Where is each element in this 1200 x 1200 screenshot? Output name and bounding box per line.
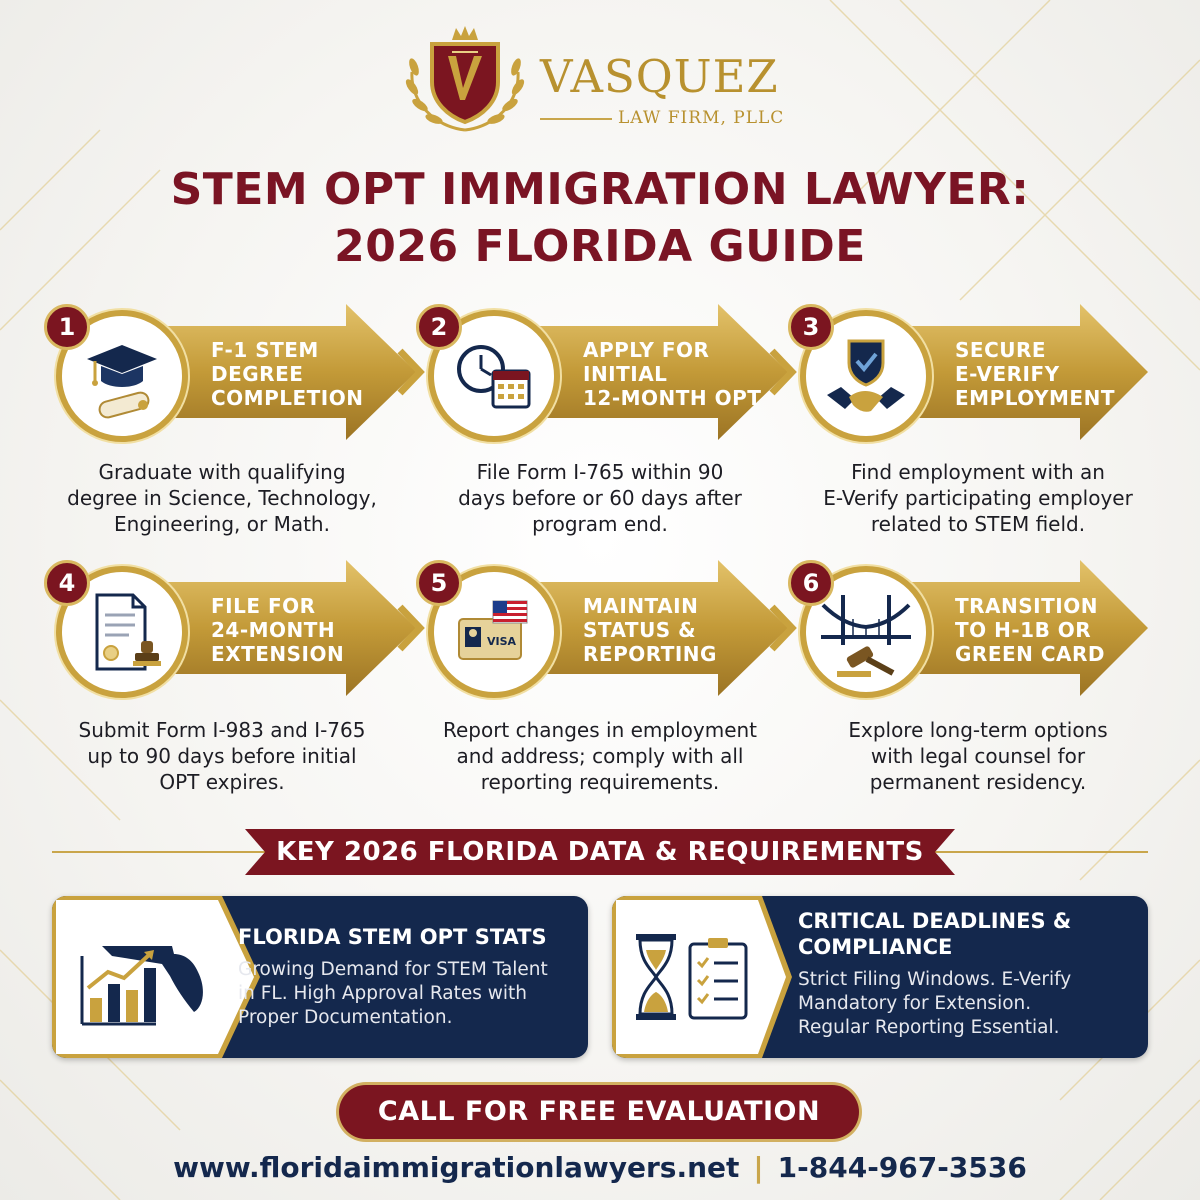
chevron-right-icon: [396, 347, 426, 397]
step-number-badge: 2: [416, 304, 462, 350]
card-title: CRITICAL DEADLINES & COMPLIANCE: [798, 909, 1072, 959]
step-number-badge: 1: [44, 304, 90, 350]
section-banner: KEY 2026 FLORIDA DATA & REQUIREMENTS: [276, 837, 924, 867]
step-2: [418, 302, 790, 442]
step-title: TRANSITION TO H-1B OR GREEN CARD: [955, 594, 1105, 666]
free-evaluation-button[interactable]: CALL FOR FREE EVALUATION: [339, 1085, 859, 1139]
brand-rule: [540, 118, 612, 120]
card-title: FLORIDA STEM OPT STATS: [238, 925, 547, 949]
florida-growth-chart-icon: [52, 896, 262, 1058]
brand-subtitle: LAW FIRM, PLLC: [618, 108, 785, 128]
step-4: [46, 558, 418, 698]
chevron-right-icon: [768, 603, 798, 653]
step-title: F-1 STEM DEGREE COMPLETION: [211, 338, 364, 410]
phone-link[interactable]: 1-844-967-3536: [777, 1151, 1027, 1184]
step-6: [790, 558, 1162, 698]
card-body: Strict Filing Windows. E-Verify Mandatory for Extension. Regular Reporting Essential.: [798, 969, 1072, 1038]
brand-name: VASQUEZ: [540, 50, 779, 103]
contact-separator: |: [753, 1151, 764, 1184]
step-5: [418, 558, 790, 698]
step-2-description: File Form I-765 within 90 days before or 60 days after program end.: [458, 460, 742, 536]
step-5-description: Report changes in employment and address; comply with all reporting requirements.: [442, 718, 758, 794]
step-number-badge: 4: [44, 560, 90, 606]
step-1: [46, 302, 418, 442]
step-title: MAINTAIN STATUS & REPORTING: [583, 594, 717, 666]
step-3: [790, 302, 1162, 442]
hourglass-checklist-icon: [612, 896, 822, 1058]
step-title: SECURE E-VERIFY EMPLOYMENT: [955, 338, 1115, 410]
card-icon-panel: [612, 896, 787, 1058]
step-3-description: Find employment with an E-Verify participating employer related to STEM field.: [823, 460, 1133, 536]
page-title-line-1: STEM OPT IMMIGRATION LAWYER:: [170, 164, 1030, 215]
step-title: FILE FOR 24-MONTH EXTENSION: [211, 594, 345, 666]
contact-line: [0, 1148, 1200, 1188]
card-body: Growing Demand for STEM Talent in FL. High Approval Rates with Proper Documentation.: [238, 959, 548, 1028]
step-number-badge: 6: [788, 560, 834, 606]
step-6-description: Explore long-term options with legal counsel for permanent residency.: [848, 718, 1108, 794]
card-deadlines-compliance: [612, 896, 1148, 1058]
step-1-description: Graduate with qualifying degree in Science, Technology, Engineering, or Math.: [67, 460, 377, 536]
svg-text:VISA: VISA: [487, 635, 517, 648]
step-title: APPLY FOR INITIAL 12-MONTH OPT: [583, 338, 762, 410]
website-link[interactable]: www.floridaimmigrationlawyers.net: [173, 1151, 740, 1184]
card-florida-stats: [52, 896, 588, 1058]
card-icon-panel: [52, 896, 227, 1058]
step-4-description: Submit Form I-983 and I-765 up to 90 days before initial OPT expires.: [78, 718, 366, 794]
step-number-badge: 5: [416, 560, 462, 606]
page-title-line-2: 2026 FLORIDA GUIDE: [334, 221, 866, 272]
step-number-badge: 3: [788, 304, 834, 350]
chevron-right-icon: [768, 347, 798, 397]
chevron-right-icon: [396, 603, 426, 653]
